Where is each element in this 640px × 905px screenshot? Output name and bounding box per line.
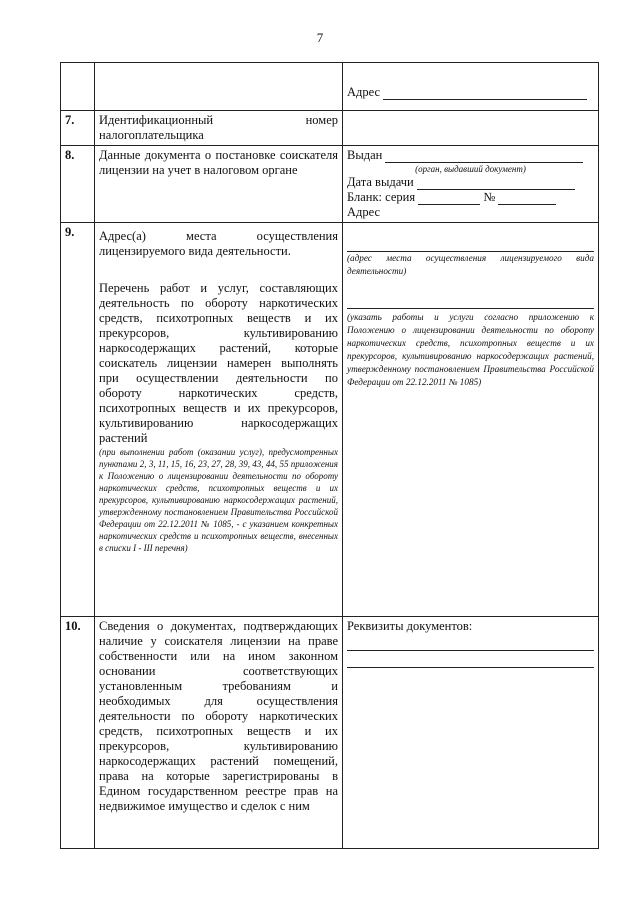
table-row [61, 617, 599, 849]
document-details-field[interactable] [347, 653, 594, 668]
address-label: Адрес [347, 85, 381, 99]
document-details-field[interactable] [347, 636, 594, 651]
table-row [61, 223, 599, 617]
premises-documents-label: Сведения о документах, подтверждающих наличие у соискателя лицензии на праве собственности или на ином законном основании соответствующих установленным требованиям и необходимых для осуществления деятельности по обороту наркотических средств, психотропных веществ и их прекурсоров, культивированию наркосодержащих растений помещений, права на которые зарегистрированы в Едином государственном реестре прав на недвижимое имущество и сделок с ним [95, 617, 343, 849]
works-list-field[interactable] [347, 294, 594, 309]
row-value-cell [343, 146, 599, 223]
works-list-right-note: (указать работы и услуги согласно приложению к Положению о лицензировании деятельности по обороту наркотических средств, психотропных веществ и их прекурсоров, культивированию наркосодержащих растений, утвержденному постановлением Правительства Российской Федерации от 22.12.2011 № 1085) [347, 312, 594, 387]
issued-note: (орган, выдавший документ) [415, 164, 526, 174]
row-number: 8. [61, 146, 95, 223]
issued-label: Выдан [347, 148, 383, 162]
works-list-note: (при выполнении работ (оказании услуг), предусмотренных пунктами 2, 3, 11, 15, 16, 23, 27, 28, 39, 43, 44, 55 приложения к Положению о лицензировании деятельности по обороту наркотических средств, психотропных веществ и их прекурсоров, культивированию наркосодержащих растений, утвержденному постановлением Правительства Российской Федерации от 22.12.2011 № 1085, - с указанием конкретных наркотических средств и психотропных веществ, внесенных в списки I - III перечня) [99, 447, 338, 553]
form-series-label: Бланк: серия [347, 190, 416, 204]
issue-date-field[interactable] [417, 177, 575, 190]
form-series-field[interactable] [418, 192, 480, 205]
form-number-label: № [483, 190, 496, 204]
row-number: 9. [61, 223, 95, 617]
activity-address-label: Адрес(а) места осуществления лицензируемого вида деятельности. [99, 229, 338, 258]
tax-registration-label: Данные документа о постановке соискателя лицензии на учет в налоговом органе [95, 146, 343, 223]
row-value-cell [343, 63, 599, 111]
row-label-cell [95, 63, 343, 111]
page-number: 7 [316, 30, 324, 45]
issued-field[interactable] [385, 150, 583, 163]
row-number: 10. [61, 617, 95, 849]
row-number-cell [61, 63, 95, 111]
row-number: 7. [61, 111, 95, 146]
document-details-label: Реквизиты документов: [347, 619, 473, 633]
form-number-field[interactable] [498, 192, 556, 205]
address-label: Адрес [347, 205, 381, 219]
taxpayer-id-label-cont: налогоплательщика [99, 128, 204, 142]
row-label-cell [95, 111, 343, 146]
issue-date-label: Дата выдачи [347, 175, 414, 189]
row-label-cell [95, 223, 343, 617]
row-value-cell [343, 223, 599, 617]
activity-address-note: (адрес места осуществления лицензируемого вида деятельности) [347, 253, 594, 276]
works-list-label: Перечень работ и услуг, составляющих деятельность по обороту наркотических средств, психотропных веществ и их прекурсоров, культивированию наркосодержащих растений, которые соискатель лицензии намерен выполнять при осуществлении деятельности по обороту наркотических средств, психотропных веществ и их прекурсоров, культивированию наркосодержащих растений [99, 281, 338, 445]
activity-address-field[interactable] [347, 237, 594, 252]
table-row [61, 63, 599, 111]
taxpayer-id-label: Идентификационный номер [99, 113, 338, 127]
address-field[interactable] [383, 87, 587, 100]
table-row [61, 146, 599, 223]
table-row [61, 111, 599, 146]
license-application-table [60, 62, 599, 849]
row-value-cell [343, 617, 599, 849]
taxpayer-id-field[interactable] [343, 111, 599, 146]
